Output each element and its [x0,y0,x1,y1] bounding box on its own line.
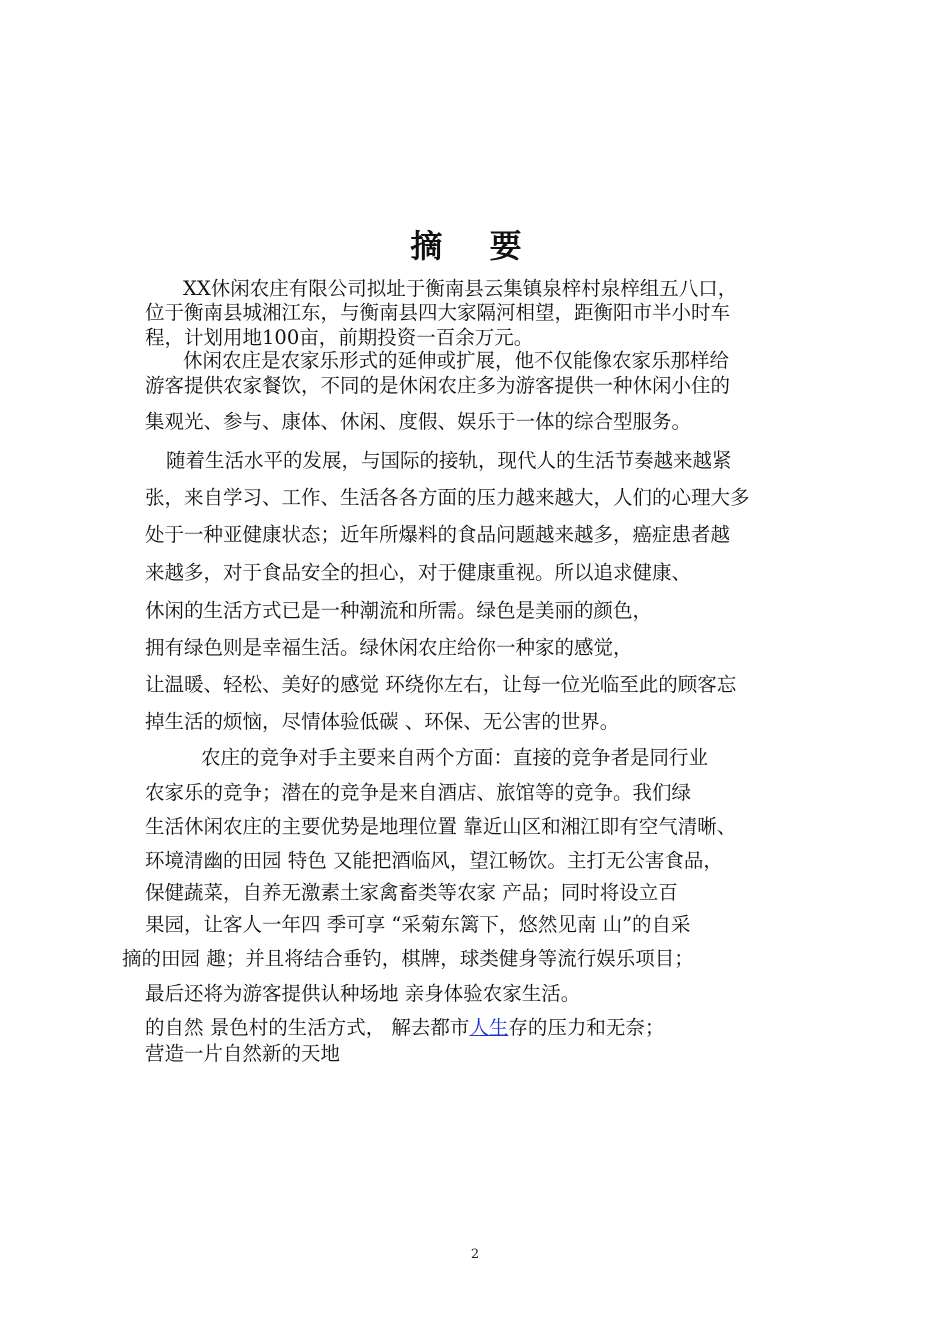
document-title: 摘 要 [410,227,540,265]
paragraph-line: 农家乐的竞争；潜在的竞争是来自酒店、旅馆等的竞争。我们绿 [145,781,692,804]
paragraph-line: XX休闲农庄有限公司拟址于衡南县云集镇泉梓村泉梓组五八口， [183,277,738,300]
paragraph-line: 集观光、参与、康体、休闲、度假、娱乐于一体的综合型服务。 [145,410,692,433]
paragraph-line: 来越多，对于食品安全的担心，对于健康重视。所以追求健康、 [145,561,692,584]
paragraph-line: 让温暖、轻松、美好的感觉 环绕你左右，让每一位光临至此的顾客忘 [145,673,737,696]
paragraph-line: 位于衡南县城湘江东，与衡南县四大家隔河相望，距衡阳市半小时车 [145,301,731,324]
paragraph-line: 休闲的生活方式已是一种潮流和所需。绿色是美丽的颜色， [145,599,653,622]
paragraph-line: 保健蔬菜，自养无激素土家禽畜类等农家 产品；同时将设立百 [145,881,678,904]
paragraph-line: 程，计划用地100亩，前期投资一百余万元。 [145,326,534,349]
paragraph-line: 随着生活水平的发展，与国际的接轨，现代人的生活节奏越来越紧 [166,449,732,472]
paragraph-line: 游客提供农家餐饮，不同的是休闲农庄多为游客提供一种休闲小住的 [145,374,731,397]
paragraph-line: 环境清幽的田园 特色 又能把酒临风，望江畅饮。主打无公害食品， [145,849,723,872]
paragraph-line: 营造一片自然新的天地 [145,1042,341,1065]
paragraph-line [145,1015,664,1041]
paragraph-line: 果园，让客人一年四 季可享 “采菊东篱下，悠然见南 山”的自采 [145,913,691,936]
inline-link[interactable]: 人生 [469,1016,509,1039]
paragraph-line: 生活休闲农庄的主要优势是地理位置 靠近山区和湘江即有空气清晰、 [145,815,737,838]
line-text: 的自然 景色村的生活方式， 解去都市 [145,1016,470,1039]
paragraph-line: 农庄的竞争对手主要来自两个方面：直接的竞争者是同行业 [201,746,709,769]
paragraph-line: 摘的田园 趣；并且将结合垂钓，棋牌，球类健身等流行娱乐项目； [122,947,694,970]
paragraph-line: 休闲农庄是农家乐形式的延伸或扩展，他不仅能像农家乐那样给 [183,349,730,372]
paragraph-line: 张，来自学习、工作、生活各各方面的压力越来越大，人们的心理大多 [145,486,750,509]
paragraph-line: 拥有绿色则是幸福生活。绿休闲农庄给你一种家的感觉， [145,636,633,659]
line-text: 存的压力和无奈； [508,1016,665,1039]
paragraph-line: 最后还将为游客提供认种场地 亲身体验农家生活。 [145,982,581,1005]
paragraph-line: 掉生活的烦恼，尽情体验低碳 、环保、无公害的世界。 [145,710,620,733]
paragraph-line: 处于一种亚健康状态；近年所爆料的食品问题越来越多，癌症患者越 [145,523,731,546]
page-number: 2 [470,1247,480,1262]
